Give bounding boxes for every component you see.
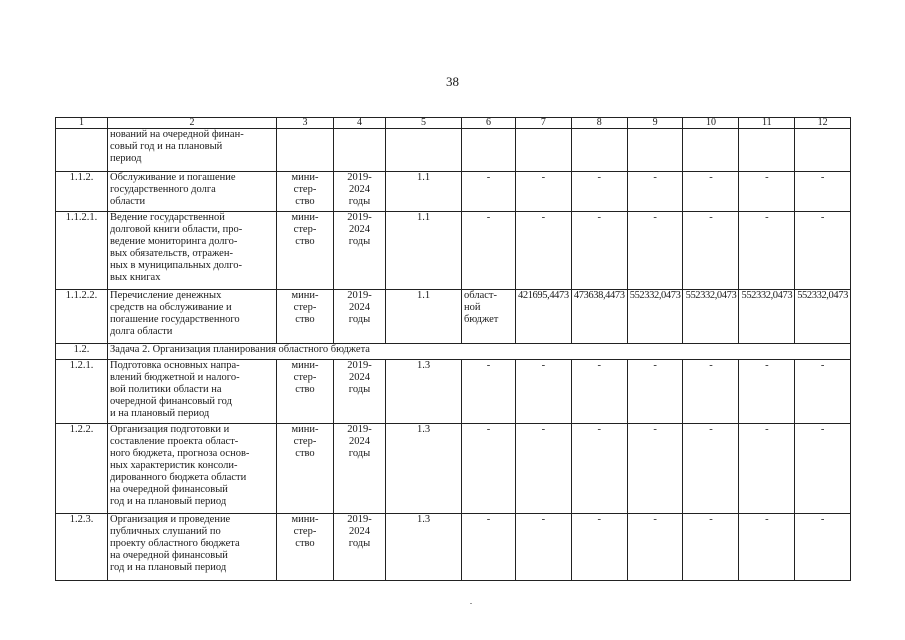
funding-value: - [571,514,627,581]
period: 2019- 2024 годы [334,424,386,514]
program-table [55,117,851,581]
funding-value: 421695,4473 [516,290,572,344]
period: 2019- 2024 годы [334,290,386,344]
funding-value [795,129,851,172]
funding-value: 552332,0473 [627,290,683,344]
table-row [56,172,851,212]
funding-value: - [516,172,572,212]
funding-value: - [739,212,795,290]
funding-value: - [683,212,739,290]
funding-value: - [739,424,795,514]
task-title: Задача 2. Организация планирования областного бюджета [108,344,851,360]
column-number: 6 [462,118,516,129]
indicator-ref: 1.1 [386,212,462,290]
scan-speck [470,603,472,604]
indicator-ref: 1.3 [386,360,462,424]
column-number: 11 [739,118,795,129]
funding-value: - [571,212,627,290]
column-number: 2 [108,118,277,129]
funding-value: - [683,360,739,424]
task-row [56,344,851,360]
item-number: 1.1.2.2. [56,290,108,344]
funding-value [516,129,572,172]
funding-value: - [683,514,739,581]
item-number: 1.1.2.1. [56,212,108,290]
executor: мини- стер- ство [277,360,334,424]
funding-value: 473638,4473 [571,290,627,344]
column-number: 3 [277,118,334,129]
period: 2019- 2024 годы [334,360,386,424]
activity-name: Ведение государственной долговой книги области, про- ведение мониторинга долго- вых обязательств, отражен- ных в муниципальных долго- вых книгах [108,212,277,290]
activity-name: Перечисление денежных средств на обслуживание и погашение государственного долга области [108,290,277,344]
funding-source: - [462,514,516,581]
indicator-ref: 1.1 [386,290,462,344]
funding-value: - [571,424,627,514]
period [334,129,386,172]
funding-value: 552332,0473 [683,290,739,344]
funding-value [683,129,739,172]
activity-name: Обслуживание и погашение государственного долга области [108,172,277,212]
funding-source: - [462,172,516,212]
funding-value: 552332,0473 [739,290,795,344]
indicator-ref: 1.3 [386,514,462,581]
column-number: 1 [56,118,108,129]
table-row [56,360,851,424]
funding-value: - [627,172,683,212]
table-row [56,212,851,290]
funding-value: - [571,360,627,424]
activity-name: Организация и проведение публичных слушаний по проекту областного бюджета на очередной финансовый год и на плановый период [108,514,277,581]
funding-value: - [627,212,683,290]
item-number: 1.2.3. [56,514,108,581]
column-number: 10 [683,118,739,129]
funding-value: - [795,424,851,514]
funding-value: - [795,212,851,290]
period: 2019- 2024 годы [334,212,386,290]
period: 2019- 2024 годы [334,172,386,212]
column-number: 5 [386,118,462,129]
funding-value: - [795,514,851,581]
funding-value: 552332,0473 [795,290,851,344]
funding-value [739,129,795,172]
column-number-row [56,118,851,129]
column-number: 7 [516,118,572,129]
table-row [56,424,851,514]
column-number: 4 [334,118,386,129]
indicator-ref: 1.1 [386,172,462,212]
page-number: 38 [446,74,459,89]
funding-value [627,129,683,172]
activity-name: Организация подготовки и составление проекта област- ного бюджета, прогноза основ- ных характеристик консоли- дированного бюджета области на очередной финансовый год и на плановый период [108,424,277,514]
item-number: 1.1.2. [56,172,108,212]
funding-source [462,129,516,172]
indicator-ref [386,129,462,172]
funding-value: - [739,514,795,581]
funding-source: - [462,212,516,290]
funding-value: - [683,172,739,212]
funding-source: област- ной бюджет [462,290,516,344]
funding-value: - [627,424,683,514]
column-number: 9 [627,118,683,129]
table-row [56,514,851,581]
column-number: 8 [571,118,627,129]
period: 2019- 2024 годы [334,514,386,581]
funding-source: - [462,424,516,514]
executor: мини- стер- ство [277,424,334,514]
table-row [56,290,851,344]
item-number [56,129,108,172]
funding-value: - [627,514,683,581]
funding-value: - [516,514,572,581]
funding-value: - [571,172,627,212]
funding-value: - [739,360,795,424]
item-number: 1.2. [56,344,108,360]
activity-name: нований на очередной финан- совый год и на плановый период [108,129,277,172]
activity-name: Подготовка основных напра- влений бюджетной и налого- вой политики области на очередной финансовый год и на плановый период [108,360,277,424]
funding-value: - [516,360,572,424]
executor: мини- стер- ство [277,172,334,212]
executor: мини- стер- ство [277,212,334,290]
item-number: 1.2.2. [56,424,108,514]
funding-value: - [627,360,683,424]
funding-value: - [516,212,572,290]
funding-value [571,129,627,172]
funding-source: - [462,360,516,424]
funding-value: - [795,360,851,424]
funding-value: - [739,172,795,212]
table-row [56,129,851,172]
executor [277,129,334,172]
funding-value: - [516,424,572,514]
funding-value: - [795,172,851,212]
executor: мини- стер- ство [277,514,334,581]
item-number: 1.2.1. [56,360,108,424]
executor: мини- стер- ство [277,290,334,344]
funding-value: - [683,424,739,514]
column-number: 12 [795,118,851,129]
indicator-ref: 1.3 [386,424,462,514]
